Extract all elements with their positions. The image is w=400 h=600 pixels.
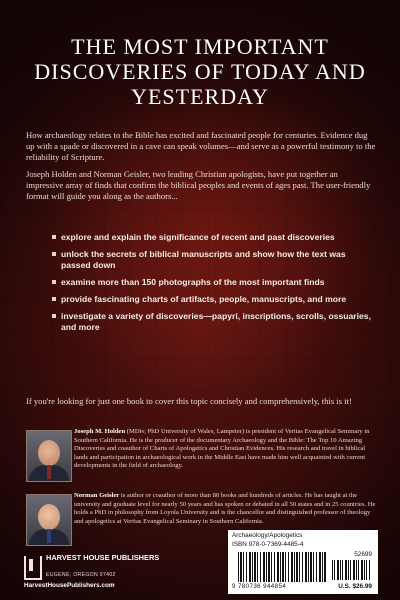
harvest-house-logo-icon: [24, 556, 42, 580]
author-bio-body: (MDiv, PhD University of Wales, Lampeter) is president of Veritas Evangelical Seminary in Southern California. He is the producer of the documentary Archaeology and the Bible: The Top 10 Amazing Discoveries and coauthor of Charts of Apologetics and Christian Evidences. His research and travel in biblical lands and participation in archaeological work in the Middle East have made him well acquainted with current developments in the field of archaeology.: [74, 428, 370, 470]
feature-text: unlock the secrets of biblical manuscripts and show how the text was passed down: [61, 249, 346, 270]
isbn-label: ISBN 978-0-7369-4485-4: [232, 541, 304, 548]
feature-item: [52, 232, 372, 243]
price-label: U.S. $26.99: [338, 583, 372, 590]
price-code: 52699: [354, 551, 372, 558]
portrait-tie: [47, 529, 51, 543]
category-label: Archaeology/Apologetics: [232, 532, 303, 539]
square-bullet-icon: [52, 252, 56, 256]
feature-text: examine more than 150 photographs of the most important finds: [61, 277, 325, 287]
feature-item: [52, 249, 372, 271]
intro-paragraph: Joseph Holden and Norman Geisler, two leading Christian apologists, have put together an impressive array of finds that confirm the biblical peoples and events of ages past. The user-friendly format will guide you along as the authors...: [26, 168, 371, 202]
square-bullet-icon: [52, 314, 56, 318]
author-bio-body: is author or coauthor of more than 80 books and hundreds of articles. He has taught at the university and graduate level for nearly 50 years and has spoken or debated in all 50 states and in 25 countries. He holds a PhD in philosophy from Loyola University and is the chancellor and distinguished professor of theology and apologetics at Veritas Evangelical Seminary in Southern California.: [74, 492, 376, 525]
isbn-barcode: [238, 552, 326, 582]
publisher-block: [24, 554, 164, 590]
author-name: Joseph M. Holden: [74, 428, 126, 435]
feature-text: investigate a variety of discoveries—papyri, inscriptions, scrolls, ossuaries, and more: [61, 311, 371, 332]
square-bullet-icon: [52, 235, 56, 239]
intro-text: [26, 130, 376, 207]
author-photo: [26, 494, 72, 546]
portrait-face: [38, 440, 60, 466]
headline: THE MOST IMPORTANT DISCOVERIES OF TODAY AND YESTERDAY: [34, 34, 366, 109]
square-bullet-icon: [52, 297, 56, 301]
author-name: Norman Geisler: [74, 492, 120, 499]
feature-text: explore and explain the significance of recent and past discoveries: [61, 232, 335, 242]
intro-paragraph: How archaeology relates to the Bible has excited and fascinated people for centuries. Evidence dug up with a spade or discovered in a cave can speak volumes—and serve as a powerful testimony to the reliability of Scripture.: [26, 130, 376, 163]
barcode-digits: 9 780736 944854: [232, 583, 287, 590]
price-barcode: [332, 560, 370, 580]
feature-item: [52, 294, 372, 305]
closing-text: If you're looking for just one book to cover this topic concisely and comprehensively, this is it!: [26, 396, 352, 406]
author-bio-text: [74, 428, 378, 471]
publisher-url: HarvestHousePublishers.com: [24, 582, 115, 589]
feature-list: [52, 232, 372, 339]
author-bio-text: [74, 492, 378, 526]
square-bullet-icon: [52, 280, 56, 284]
feature-item: [52, 311, 372, 333]
feature-item: [52, 277, 372, 288]
publisher-location: EUGENE, OREGON 97402: [46, 572, 116, 578]
portrait-face: [38, 504, 60, 530]
feature-text: provide fascinating charts of artifacts, people, manuscripts, and more: [61, 294, 347, 304]
publisher-name: HARVEST HOUSE PUBLISHERS: [46, 553, 160, 562]
portrait-tie: [47, 465, 51, 479]
barcode-panel: [228, 530, 378, 594]
author-photo: [26, 430, 72, 482]
